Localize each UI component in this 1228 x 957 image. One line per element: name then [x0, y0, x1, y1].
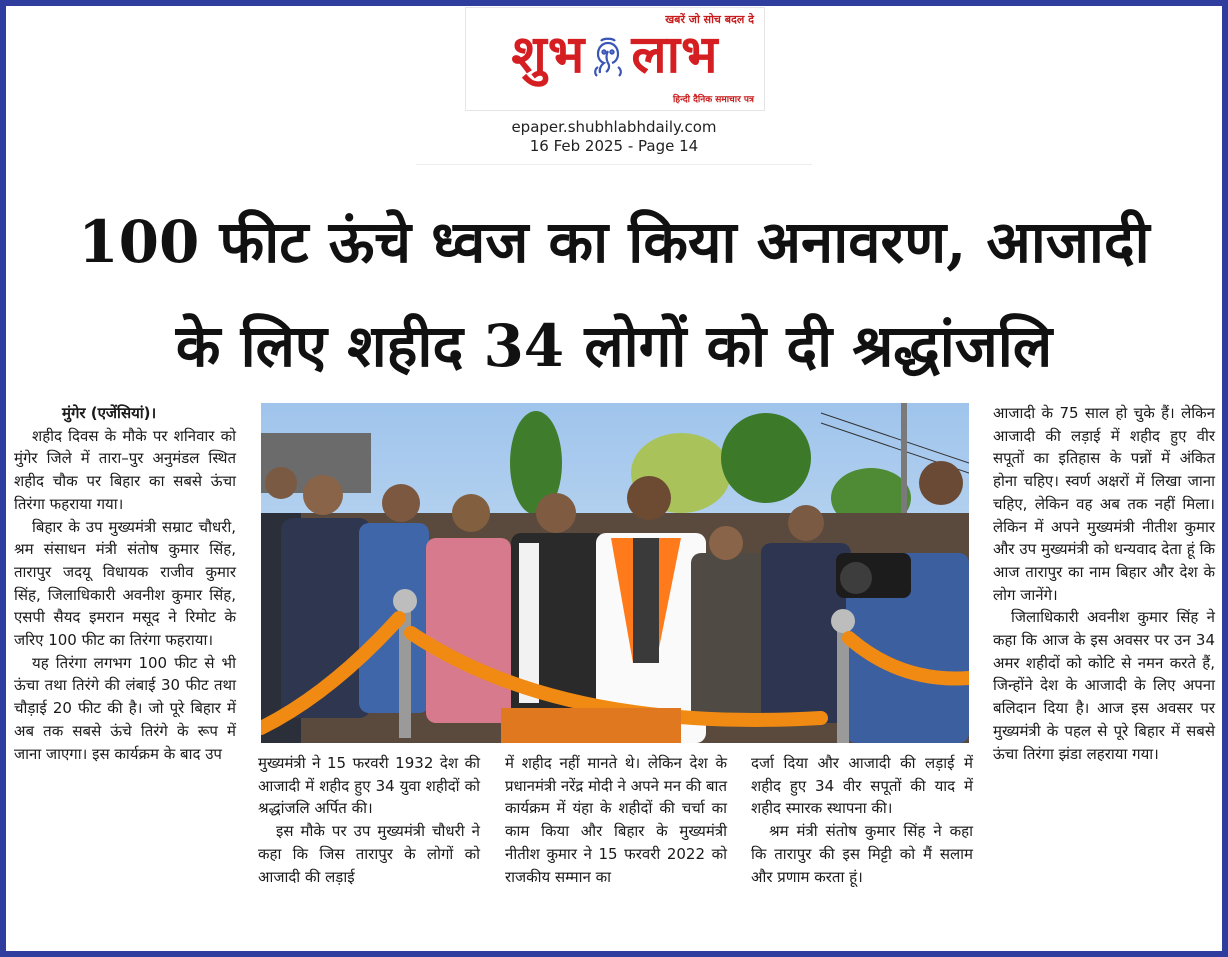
paragraph: श्रम मंत्री संतोष कुमार सिंह ने कहा कि तारापुर की इस मिट्टी को मैं सलाम और प्रणाम करता हूं।	[751, 822, 973, 886]
logo-word-left: शुभ	[511, 24, 586, 85]
logo-word-right: लाभ	[631, 24, 719, 85]
paragraph: दर्जा दिया और आजादी की लड़ाई में शहीद हुए 34 वीर सपूतों की याद में शहीद स्मारक स्थापना की।	[751, 754, 973, 818]
paragraph: में शहीद नहीं मानते थे। लेकिन देश के प्रधानमंत्री नरेंद्र मोदी ने अपने मन की बात कार्यक्रम में यंहा के शहीदों की चर्चा का काम किया और बिहार के मुख्यमंत्री नीतीश कुमार ने 15 फरवरी 2022 को राजकीय सम्मान का	[505, 754, 727, 886]
article-column-5	[993, 402, 1215, 942]
byline: मुंगेर (एजेंसियां)।	[62, 404, 157, 422]
divider	[416, 164, 812, 165]
source-url[interactable]: epaper.shubhlabhdaily.com	[511, 118, 717, 136]
news-photo	[261, 403, 969, 743]
paragraph: शहीद दिवस के मौके पर शनिवार को मुंगेर जिले में तारा–पुर अनुमंडल स्थित शहीद चौक पर बिहार का सबसे ऊंचा तिरंगा फहराया गया।	[14, 426, 236, 513]
article-column-4	[751, 752, 973, 942]
ganesha-icon	[589, 37, 627, 81]
masthead-subtagline: हिन्दी दैनिक समाचार पत्र	[672, 95, 754, 105]
brand-logo	[474, 24, 756, 86]
paragraph: बिहार के उप मुख्यमंत्री सम्राट चौधरी, श्रम संसाधन मंत्री संतोष कुमार सिंह, तारापुर जदयू विधायक राजीव कुमार सिंह, जिलाधिकारी अवनीश कुमार सिंह, एसपी सैयद इमरान मसूद ने रिमोट के जरिए 100 फीट का तिरंगा फहराया।	[14, 517, 236, 650]
paragraph: मुख्यमंत्री ने 15 फरवरी 1932 देश की आजादी में शहीद हुए 34 युवा शहीदों को श्रद्धांजलि अर्पित की।	[258, 754, 480, 818]
article-column-3	[505, 752, 727, 942]
article-headline	[14, 190, 1214, 398]
headline-line-2: के लिए शहीद 34 लोगों को दी श्रद्धांजलि	[175, 312, 1053, 380]
date-page: 16 Feb 2025 - Page 14	[529, 137, 699, 155]
article-column-1	[14, 402, 236, 942]
photo-illustration	[261, 403, 969, 743]
paragraph: इस मौके पर उप मुख्यमंत्री चौधरी ने कहा कि जिस तारापुर के लोगों को आजादी की लड़ाई	[258, 822, 480, 886]
masthead-logo	[465, 7, 765, 111]
article-column-2	[258, 752, 480, 942]
masthead-tagline: खबरें जो सोच बदल दे	[665, 13, 754, 26]
paragraph: आजादी के 75 साल हो चुके हैं। लेकिन आजादी की लड़ाई में शहीद हुए वीर सपूतों का इतिहास के पन्नों में अंकित होना चहिए। स्वर्ण अक्षरों में लिखा जाना चहिए, लेकिन वह अब तक नहीं मिला। लेकिन में अपने मुख्यमंत्री नीतीश कुमार और उप मुख्यमंत्री को धन्यवाद देता हूं कि आज तारापुर का नाम बिहार और देश के लोग जानेंगे।	[993, 404, 1215, 604]
paragraph: यह तिरंगा लगभग 100 फीट से भी ऊंचा तथा तिरंगे की लंबाई 30 फीट तथा चौड़ाई 20 फीट की है। जो पूरे बिहार में अब तक सबसे ऊंचे तिरंगे के रूप में जाना जाएगा। इस कार्यक्रम के बाद उप	[14, 653, 236, 763]
headline-line-1: 100 फीट ऊंचे ध्वज का किया अनावरण, आजादी	[78, 208, 1150, 276]
source-info	[465, 118, 763, 156]
paragraph: जिलाधिकारी अवनीश कुमार सिंह ने कहा कि आज के इस अवसर पर उन 34 अमर शहीदों को कोटि से नमन करते हैं, जिन्होंने देश के आजादी के लिए अपना बलिदान दिया है। आज इस अवसर पर मुख्यमंत्री के पहल से पूरे बिहार में सबसे ऊंचा तिरंगा झंडा लहराया गया।	[993, 608, 1215, 763]
